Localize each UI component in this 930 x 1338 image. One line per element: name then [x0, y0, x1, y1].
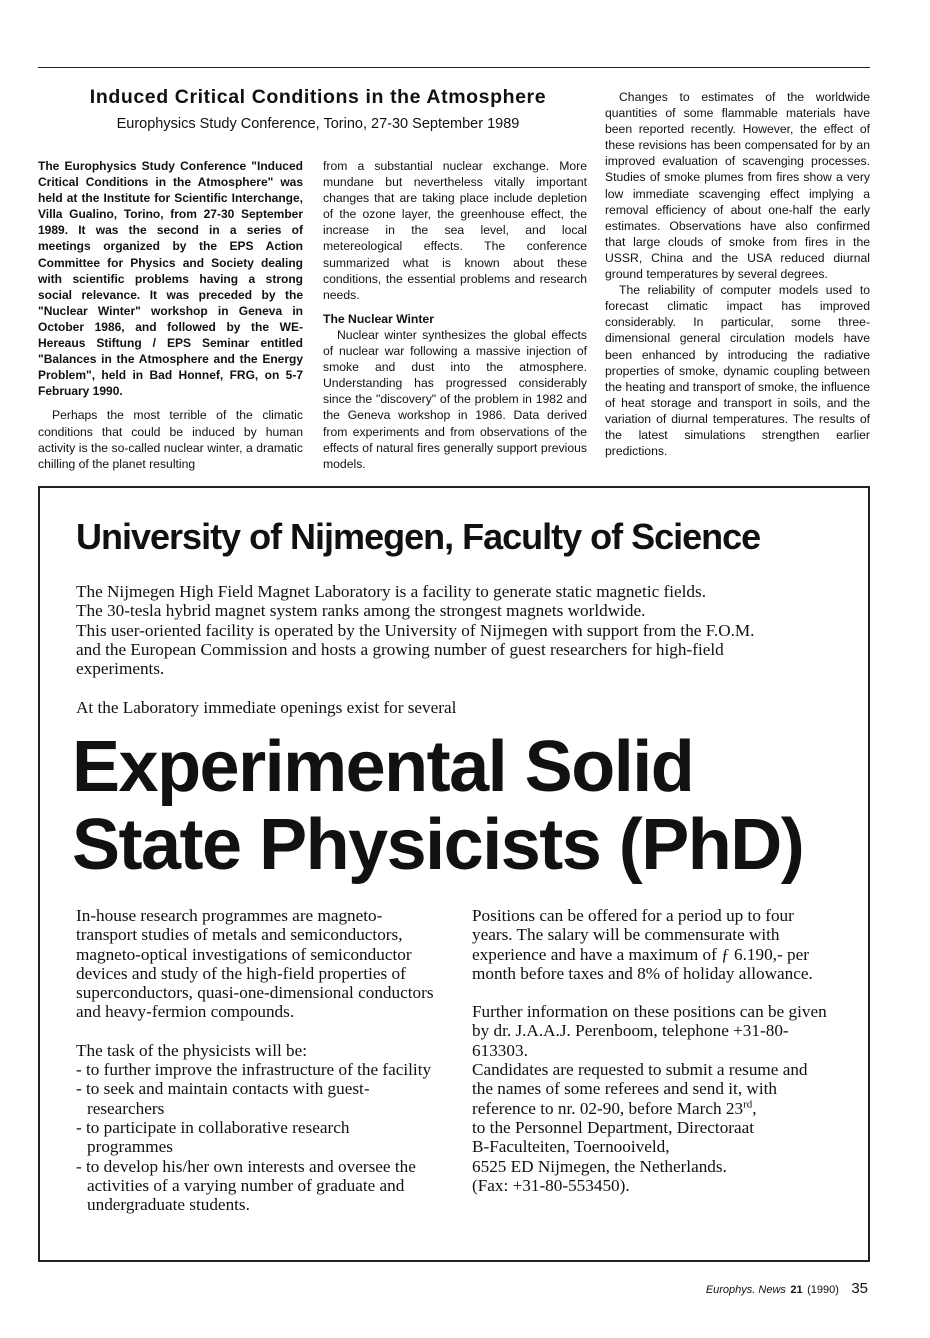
top-rule [38, 67, 870, 68]
position-title [72, 728, 803, 884]
ad-intro-line: The Nijmegen High Field Magnet Laboratory is a facility to generate static magnetic fields. [76, 582, 707, 601]
task-intro: The task of the physicists will be: [76, 1040, 308, 1060]
article-subtitle: Europhysics Study Conference, Torino, 27-30 September 1989 [116, 116, 520, 132]
article-paragraph: The reliability of computer models used to forecast climatic impact has improved considerably. In particular, some three-dimensional general circulation models have been enhanced by introducing the radiative properties of smoke, dynamic coupling between the heating and transport of smoke, the influence of heat storage and transport in soils, and the variation of diurnal temperatures. The results of the latest simulations strengthen earlier predictions. [605, 283, 870, 459]
positions-paragraph: Positions can be offered for a period up to four years. The salary will be commensurate with experience and have a maximum of ƒ 6.190,- per month before taxes and 8% of holiday allowance. [472, 906, 813, 983]
job-advertisement [38, 486, 870, 1262]
article-column-2 [323, 158, 587, 472]
ad-title: University of Nijmegen, Faculty of Science [76, 516, 761, 557]
address-line: (Fax: +31-80-553450). [472, 1175, 630, 1195]
address-line: 6525 ED Nijmegen, the Netherlands. [472, 1156, 727, 1176]
position-title-line: Experimental Solid [72, 727, 694, 807]
journal-year: (1990) [807, 1284, 839, 1296]
ad-left-column [76, 906, 436, 1214]
article-title: Induced Critical Conditions in the Atmosphere [89, 86, 547, 108]
position-title-line: State Physicists (PhD) [72, 805, 804, 885]
page-number: 35 [851, 1280, 868, 1297]
task-item: - to participate in collaborative research programmes [76, 1117, 350, 1157]
apply-superscript: rd [743, 1097, 753, 1110]
article-paragraph: from a substantial nuclear exchange. More mundane but nevertheless vitally important changes that are taking place include depletion of the ozone layer, the greenhouse effect, the increase in the sea level, and local metereological effects. The conference summarized what is known about these conditions, the essential problems and research needs. [323, 159, 587, 302]
apply-text: Candidates are requested to submit a resume and the names of some referees and send it, with reference to nr. 02-90, before March 23 [472, 1060, 808, 1118]
ad-openings: At the Laboratory immediate openings exist for several [76, 698, 457, 717]
article-paragraph: Changes to estimates of the worldwide quantities of some flammable materials have been reported recently. However, the effect of these revisions has been compensated for by an improved evaluation of scavenging processes. Studies of smoke plumes from fires show a very low immediate scavenging effect implying a removal efficiency of about one-half the early estimates. Observations have also confirmed that large clouds of smoke from fires in the USSR, China and the USA reduced diurnal ground temperatures by several degrees. [605, 90, 870, 282]
apply-paragraph [472, 1060, 832, 1118]
info-paragraph: Further information on these positions can be given by dr. J.A.A.J. Perenboom, telephone +31-80-613303. [472, 1002, 827, 1060]
page-footer [706, 1280, 868, 1298]
address-line: B-Faculteiten, Toernooiveld, [472, 1137, 670, 1157]
journal-volume: 21 [790, 1284, 803, 1296]
article-paragraph: Perhaps the most terrible of the climatic conditions that could be induced by human activity is the so-called nuclear winter, a dramatic chilling of the planet resulting [38, 408, 303, 471]
ad-intro-line: experiments. [76, 659, 165, 679]
ad-intro [76, 582, 836, 678]
task-item: - to further improve the infrastructure of the facility [76, 1060, 432, 1080]
article-column-3 [605, 89, 870, 459]
ad-intro-line: and the European Commission and hosts a growing number of guest researchers for high-field [76, 639, 724, 659]
task-item: - to seek and maintain contacts with guest-researchers [76, 1079, 370, 1118]
article-lead-paragraph: The Europhysics Study Conference "Induced Critical Conditions in the Atmosphere" was held at the Institute for Scientific Interchange, Villa Gualino, Torino, from 27-30 September 1989. It was the second in a series of meetings organized by the EPS Action Committee for Physics and Society dealing with scientific problems having a strong social relevance. It was preceded by the "Nuclear Winter" workshop in Geneva in October 1986, and followed by the WE-Hereaus Stiftung / EPS Seminar entitled "Balances in the Atmosphere and the Energy Problem", held in Bad Honnef, FRG, on 5-7 February 1990. [38, 159, 303, 399]
ad-intro-line: This user-oriented facility is operated by the University of Nijmegen with support from the F.O.M. [76, 620, 755, 640]
ad-intro-line: The 30-tesla hybrid magnet system ranks among the strongest magnets worldwide. [76, 601, 646, 621]
apply-comma: , [752, 1098, 757, 1118]
ad-right-column [472, 906, 832, 1195]
article-paragraph: Nuclear winter synthesizes the global effects of nuclear war following a massive injection of smoke and dust into the atmosphere. Understanding has progressed considerably since the "discovery" of the problem in 1982 and the Geneva workshop in 1986. Data derived from experiments and from observations of the effects of natural fires generally support previous models. [323, 327, 587, 471]
research-paragraph: In-house research programmes are magneto-transport studies of metals and semiconductors, magneto-optical investigations of semiconductor devices and study of the high-field properties of superconductors, quasi-one-dimensional conductors and heavy-fermion compounds. [76, 906, 434, 1022]
journal-name: Europhys. News [705, 1284, 786, 1296]
article [38, 86, 870, 478]
task-list [76, 1060, 436, 1214]
section-heading-nuclear-winter: The Nuclear Winter [323, 311, 434, 326]
article-column-1 [38, 158, 303, 472]
address-line: to the Personnel Department, Directoraat [472, 1117, 755, 1137]
task-item: - to develop his/her own interests and oversee the activities of a varying number of graduate and undergraduate students. [76, 1156, 416, 1215]
